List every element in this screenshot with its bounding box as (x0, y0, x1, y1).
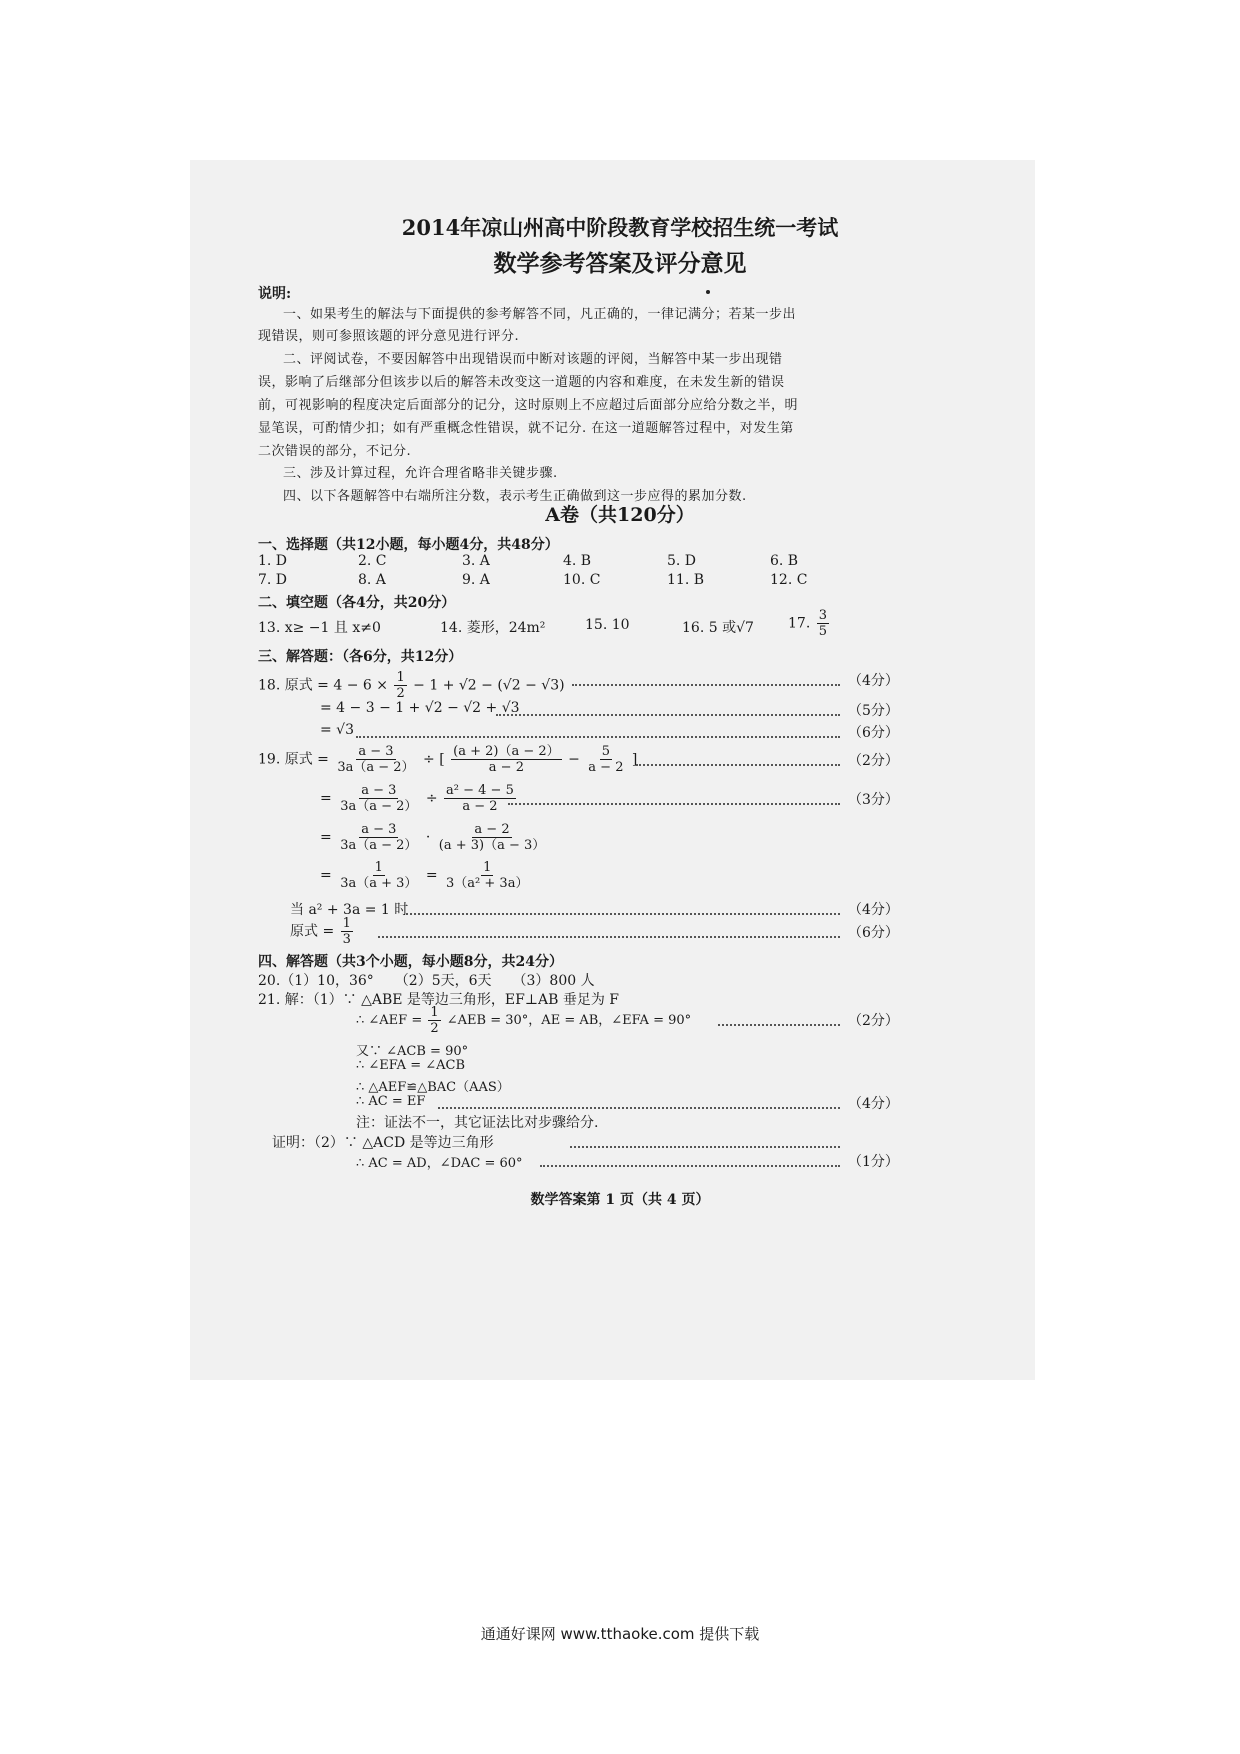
q21-part-2-line-2: ∴ AC = AD，∠DAC = 60° (356, 1156, 523, 1171)
operator: ÷ (425, 790, 438, 807)
q18-line-1-a: 原式 = 4 − 6 × (284, 677, 388, 694)
mc-answer: 12. C (770, 572, 808, 588)
answer-title: 数学参考答案及评分意见 (493, 250, 747, 277)
fraction (451, 744, 562, 775)
fraction (341, 916, 353, 947)
operator: ÷ [ (423, 751, 445, 768)
leader-dots (378, 936, 840, 938)
numerator: a² − 4 − 5 (446, 783, 514, 798)
q21-line-3: 又∵ ∠ACB = 90° (356, 1044, 469, 1059)
numerator: 1 (342, 916, 351, 931)
numerator: 1 (483, 860, 492, 875)
mc-answer: 4. B (563, 553, 592, 569)
q21-part-2: 证明：（2）∵ △ACD 是等边三角形 (272, 1135, 494, 1151)
score: （3分） (848, 792, 899, 808)
q19-prefix: 原式 = (284, 751, 329, 768)
fraction (437, 822, 548, 853)
q19-line-3: = $\frac{a - 3}{3a(a - 2)}$ · $\frac{a - 2}{(a + 3)(a - 3)}$ (320, 822, 546, 853)
fraction (817, 608, 829, 639)
mc-answer: 8. A (358, 572, 386, 588)
score: （6分） (848, 725, 899, 741)
fill-answer-17-label: 17. (788, 615, 811, 632)
numerator: 1 (374, 860, 383, 875)
scan-speck (706, 290, 710, 294)
leader-dots (718, 1024, 840, 1026)
denominator: a − 2 (588, 760, 624, 775)
operator: · (425, 829, 431, 846)
note-2d: 显笔误，可酌情少扣；如有严重概念性错误，就不记分. 在这一道题解答过程中，对发生第 (258, 421, 794, 436)
denominator: 3a（a − 2） (340, 799, 418, 814)
denominator: 3 (342, 932, 351, 947)
numerator: 1 (396, 670, 405, 685)
score: （4分） (848, 673, 899, 689)
q19-prefix: 原式 = (290, 923, 335, 940)
leader-dots (570, 1146, 840, 1148)
mc-answer: 7. D (258, 572, 288, 588)
volume-a-title: A卷（共120分） (545, 504, 695, 526)
q21-line-2-b: ∠AEB = 30°，AE = AB，∠EFA = 90° (446, 1013, 692, 1028)
numerator: 5 (601, 744, 611, 759)
q19-line-6 (290, 916, 355, 947)
mc-answer: 2. C (358, 553, 387, 569)
score: （2分） (848, 1013, 899, 1029)
q19-line-5: 当 a² + 3a = 1 时 (290, 902, 409, 918)
fill-answer-16: 16. 5 或√7 (682, 620, 754, 636)
note-4: 四、以下各题解答中右端所注分数，表示考生正确做到这一步应得的累加分数. (283, 489, 747, 504)
mc-answer: 11. B (667, 572, 705, 588)
note-2a: 二、评阅试卷，不要因解答中出现错误而中断对该题的评阅，当解答中某一步出现错 (283, 352, 783, 367)
denominator: 3a（a + 3） (340, 876, 418, 891)
note-2c: 前，可视影响的程度决定后面部分的记分，这时原则上不应超过后面部分应给分数之半，明 (258, 398, 799, 413)
note-1b: 现错误，则可参照该题的评分意见进行评分. (258, 329, 520, 344)
notes-heading: 说明: (258, 286, 292, 302)
numerator: 3 (818, 608, 827, 623)
fraction (586, 744, 625, 775)
mc-answer: 10. C (563, 572, 601, 588)
leader-dots (496, 714, 840, 716)
mc-answer: 1. D (258, 553, 288, 569)
score: （1分） (848, 1154, 899, 1170)
fill-answer-13: 13. x≥ −1 且 x≠0 (258, 620, 381, 636)
note-3: 三、涉及计算过程，允许合理省略非关键步骤. (283, 466, 558, 481)
fraction (394, 670, 406, 701)
watermark-footer: 通通好课网 www.tthaoke.com 提供下载 (480, 1625, 760, 1643)
leader-dots (406, 913, 840, 915)
numerator: (a + 2)（a − 2） (453, 744, 560, 759)
exam-title: 2014年凉山州高中阶段教育学校招生统一考试 (401, 215, 839, 240)
section-2-heading: 二、填空题（各4分，共20分） (258, 595, 456, 611)
denominator: 3a（a − 2） (337, 760, 415, 775)
page-footer: 数学答案第 1 页（共 4 页） (530, 1192, 710, 1208)
fraction (428, 1005, 440, 1036)
q20-answer: 20.（1）10，36° （2）5天，6天 （3）800 人 (258, 973, 595, 989)
fraction (335, 744, 416, 775)
score: （6分） (848, 925, 899, 941)
denominator: 2 (396, 686, 405, 701)
score: （2分） (848, 753, 899, 769)
numerator: a − 3 (361, 822, 397, 837)
q19-line-4: = $\frac{1}{3a(a + 3)}$ = $\frac{1}{\text{3（a² + 3a）}}$ (320, 860, 529, 891)
section-3-heading: 三、解答题：（各6分，共12分） (258, 649, 463, 665)
mc-answer: 9. A (462, 572, 490, 588)
q21-line-1: 21. 解：（1）∵ △ABE 是等边三角形，EF⊥AB 垂足为 F (258, 992, 620, 1008)
leader-dots (636, 764, 840, 766)
fill-answer-14: 14. 菱形，24m² (440, 620, 546, 636)
denominator: 2 (430, 1021, 439, 1036)
denominator: a − 2 (462, 799, 498, 814)
fraction (338, 822, 419, 853)
denominator: (a + 3)（a − 3） (438, 838, 546, 853)
denominator: 3a（a − 2） (340, 838, 418, 853)
note-2e: 二次错误的部分，不记分. (258, 444, 412, 459)
leader-dots (438, 1107, 840, 1109)
score: （4分） (848, 1096, 899, 1112)
q21-line-2 (356, 1005, 691, 1036)
numerator: a − 2 (474, 822, 510, 837)
q18-line-1 (258, 670, 565, 701)
q18-label: 18. (258, 677, 281, 694)
leader-dots (356, 736, 840, 738)
q18-line-1-b: − 1 + √2 − (√2 − √3) (413, 677, 565, 694)
leader-dots (572, 684, 840, 686)
note-1a: 一、如果考生的解法与下面提供的参考解答不同，凡正确的，一律记满分；若某一步出 (283, 307, 797, 322)
q19-line-1 (258, 744, 637, 775)
fraction (338, 860, 419, 891)
denominator: 3（a² + 3a） (446, 876, 529, 891)
q19-label: 19. (258, 751, 281, 768)
fill-answer-17 (788, 608, 831, 639)
q21-line-5: ∴ △AEF≌△BAC（AAS） (356, 1080, 510, 1095)
q21-line-6: ∴ AC = EF (356, 1094, 426, 1109)
leader-dots (508, 803, 840, 805)
leader-dots (540, 1165, 840, 1167)
section-4-heading: 四、解答题（共3个小题，每小题8分，共24分） (258, 954, 563, 970)
q21-line-4: ∴ ∠EFA = ∠ACB (356, 1058, 466, 1073)
operator: ] (631, 751, 638, 768)
numerator: a − 3 (361, 783, 397, 798)
numerator: 1 (430, 1005, 439, 1020)
fraction (338, 783, 419, 814)
section-1-heading: 一、选择题（共12小题，每小题4分，共48分） (258, 537, 559, 553)
mc-answer: 6. B (770, 553, 799, 569)
score: （4分） (848, 902, 899, 918)
fraction (444, 783, 516, 814)
q18-line-3: = √3 (320, 722, 355, 738)
operator: − (568, 751, 580, 768)
fraction (444, 860, 530, 891)
note-2b: 误，影响了后继部分但该步以后的解答未改变这一道题的内容和难度，在未发生新的错误 (258, 375, 785, 390)
denominator: a − 2 (488, 760, 524, 775)
mc-answer: 5. D (667, 553, 697, 569)
fill-answer-15: 15. 10 (585, 617, 630, 633)
q19-line-2: = $\frac{a - 3}{3a(a - 2)}$ ÷ $\frac{\text{a² − 4 − 5}}{a - 2}$ (320, 783, 514, 814)
mc-answer: 3. A (462, 553, 490, 569)
denominator: 5 (818, 624, 827, 639)
q21-note: 注：证法不一，其它证法比对步骤给分. (356, 1115, 599, 1131)
score: （5分） (848, 703, 899, 719)
numerator: a − 3 (358, 744, 394, 759)
q21-line-2-a: ∴ ∠AEF = (356, 1013, 423, 1028)
q18-line-2: = 4 − 3 − 1 + √2 − √2 + √3 (320, 700, 520, 716)
